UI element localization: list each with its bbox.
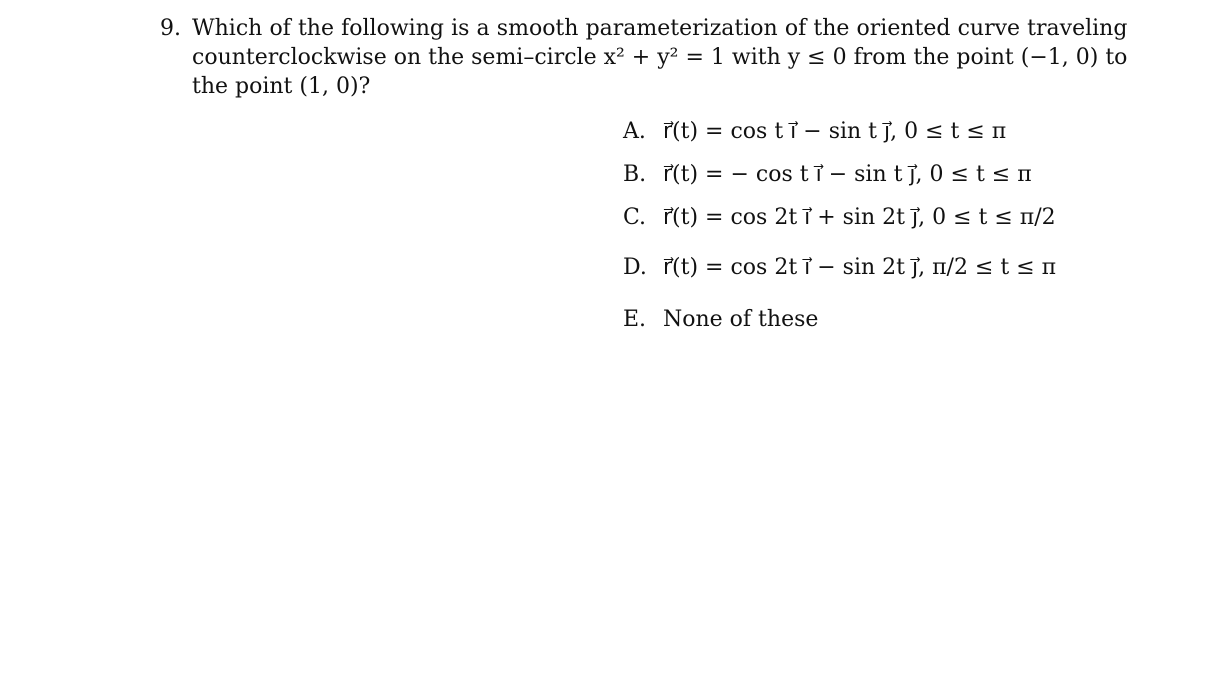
choice-expression: r⃗(t) = cos 2t i⃗ − sin 2t j⃗, π/2 ≤ t ≤ π	[663, 254, 1057, 280]
choice-expression: r⃗(t) = cos 2t i⃗ + sin 2t j⃗, 0 ≤ t ≤ π/2	[663, 204, 1056, 230]
choice-expression: r⃗(t) = cos t i⃗ − sin t j⃗, 0 ≤ t ≤ π	[663, 118, 1007, 144]
choice-a[interactable]	[623, 116, 1006, 146]
choice-letter: C.	[623, 204, 647, 230]
question-number: 9.	[160, 16, 181, 41]
question-line: Which of the following is a smooth parameterization of the oriented curve traveling	[192, 16, 1128, 41]
choice-letter: B.	[623, 161, 647, 187]
question-line: counterclockwise on the semi–circle x² + y² = 1 with y ≤ 0 from the point (−1, 0) to	[192, 45, 1128, 70]
choice-letter: D.	[623, 254, 647, 280]
choice-b[interactable]	[623, 159, 1032, 189]
choice-d[interactable]	[623, 252, 1056, 282]
question-text	[192, 14, 1127, 101]
choice-e[interactable]	[623, 304, 818, 334]
question-block	[160, 14, 1128, 101]
question-row	[160, 14, 1128, 101]
choice-letter: A.	[623, 118, 646, 144]
question-line: the point (1, 0)?	[192, 74, 371, 99]
choice-c[interactable]	[623, 202, 1056, 232]
choice-letter: E.	[623, 306, 647, 332]
choice-expression: None of these	[663, 306, 819, 332]
choice-expression: r⃗(t) = − cos t i⃗ − sin t j⃗, 0 ≤ t ≤ π	[663, 161, 1032, 187]
